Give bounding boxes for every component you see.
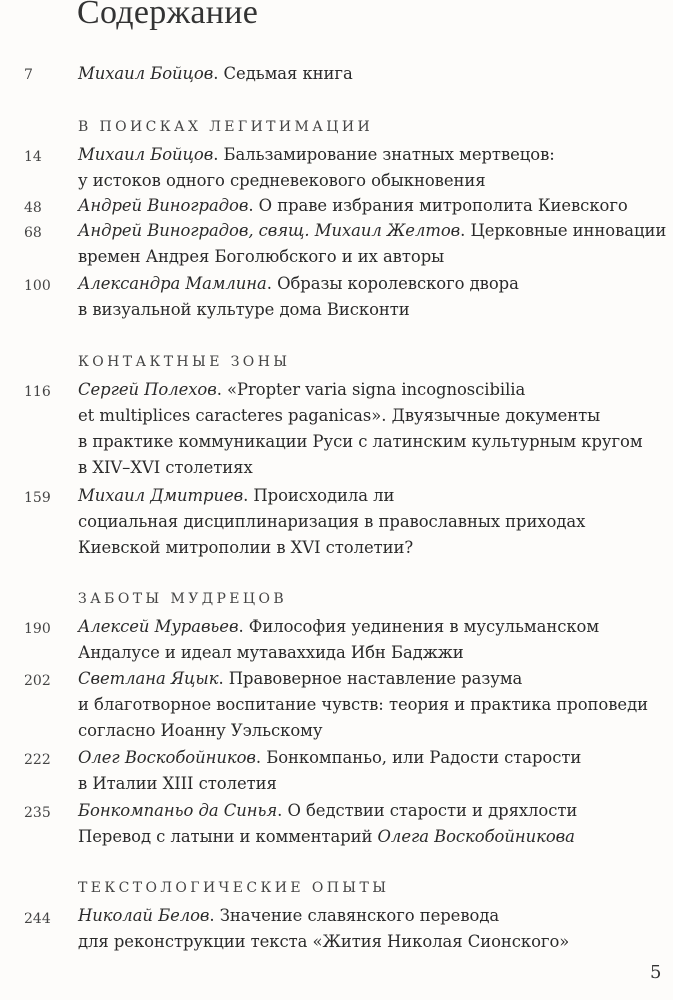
entry-author: Михаил Дмитриев xyxy=(78,486,244,505)
entry-title: . Происходила ли xyxy=(243,486,395,505)
entry-author: Андрей Виноградов, свящ. Михаил Желтов xyxy=(78,221,461,240)
entry-author: Михаил Бойцов xyxy=(78,145,214,164)
entry-title: . О праве избрания митрополита Киевского xyxy=(248,196,628,215)
toc-entry xyxy=(78,748,581,767)
entry-author: Олег Воскобойников xyxy=(78,748,256,767)
entry-title-continuation: времен Андрея Боголюбского и их авторы xyxy=(78,247,445,266)
page-number: 190 xyxy=(24,621,51,637)
page-number: 202 xyxy=(24,673,51,689)
toc-entry xyxy=(78,669,522,688)
page-number: 222 xyxy=(24,752,51,768)
toc-entry xyxy=(78,380,525,399)
page-number: 159 xyxy=(24,490,51,506)
entry-title-continuation: в XIV–XVI столетиях xyxy=(78,458,253,477)
toc-entry xyxy=(78,617,599,636)
toc-entry xyxy=(78,221,666,240)
entry-title: . Седьмая книга xyxy=(213,64,353,83)
translator-name: Олега Воскобойникова xyxy=(377,827,575,846)
entry-title-continuation: в Италии XIII столетия xyxy=(78,774,277,793)
entry-title-continuation: Киевской митрополии в XVI столетии? xyxy=(78,538,414,557)
toc-entry xyxy=(78,64,353,83)
entry-title: . О бедствии старости и дряхлости xyxy=(277,801,578,820)
entry-author: Сергей Полехов xyxy=(78,380,217,399)
entry-title-continuation: в практике коммуникации Руси с латинским культурным кругом xyxy=(78,432,643,451)
entry-author: Михаил Бойцов xyxy=(78,64,214,83)
toc-entry xyxy=(78,196,628,215)
entry-title-continuation: в визуальной культуре дома Висконти xyxy=(78,300,410,319)
page-number: 48 xyxy=(24,200,42,216)
page-number: 68 xyxy=(24,225,42,241)
section-heading: В ПОИСКАХ ЛЕГИТИМАЦИИ xyxy=(78,119,374,135)
page-number: 7 xyxy=(24,67,33,83)
entry-title: . Бонкомпаньо, или Радости старости xyxy=(255,748,582,767)
toc-entry xyxy=(78,906,499,925)
translator-prefix: Перевод с латыни и комментарий xyxy=(78,827,378,846)
entry-title: . Правоверное наставление разума xyxy=(218,669,523,688)
entry-translator-line xyxy=(78,827,575,846)
page-number: 235 xyxy=(24,805,51,821)
entry-title: . «Propter varia signa incognoscibilia xyxy=(216,380,526,399)
entry-author: Александра Мамлина xyxy=(78,274,267,293)
section-heading: ЗАБОТЫ МУДРЕЦОВ xyxy=(78,591,288,607)
entry-author: Светлана Яцык xyxy=(78,669,219,688)
entry-title-continuation: согласно Иоанну Уэльскому xyxy=(78,721,323,740)
page-number: 14 xyxy=(24,149,42,165)
page-number: 244 xyxy=(24,911,51,927)
entry-author: Андрей Виноградов xyxy=(78,196,249,215)
toc-entry xyxy=(78,801,577,820)
entry-title-continuation: и благотворное воспитание чувств: теория и практика проповеди xyxy=(78,695,648,714)
entry-title: . Образы королевского двора xyxy=(266,274,519,293)
entry-title-continuation: у истоков одного средневекового обыкновения xyxy=(78,171,486,190)
entry-title-continuation: et multiplices caracteres paganicas». Двуязычные документы xyxy=(78,406,601,425)
toc-entry xyxy=(78,145,555,164)
entry-title: . Бальзамирование знатных мертвецов: xyxy=(213,145,555,164)
entry-title: . Значение славянского перевода xyxy=(209,906,500,925)
entry-title-continuation: для реконструкции текста «Жития Николая Сионского» xyxy=(78,932,570,951)
entry-title-continuation: социальная дисциплинаризация в православных приходах xyxy=(78,512,586,531)
page-title: Содержание xyxy=(77,0,259,31)
page-number: 116 xyxy=(24,384,51,400)
page-number: 100 xyxy=(24,278,51,294)
entry-author: Николай Белов xyxy=(78,906,210,925)
entry-title: . Церковные инновации xyxy=(460,221,667,240)
folio-page-number: 5 xyxy=(650,962,662,983)
section-heading: КОНТАКТНЫЕ ЗОНЫ xyxy=(78,354,291,370)
entry-author: Алексей Муравьев xyxy=(78,617,239,636)
entry-title: . Философия уединения в мусульманском xyxy=(238,617,600,636)
entry-title-continuation: Андалусе и идеал мутаваххида Ибн Баджжи xyxy=(78,643,464,662)
toc-entry xyxy=(78,486,394,505)
section-heading: ТЕКСТОЛОГИЧЕСКИЕ ОПЫТЫ xyxy=(78,880,390,896)
toc-entry xyxy=(78,274,519,293)
entry-author: Бонкомпаньо да Синья xyxy=(78,801,278,820)
